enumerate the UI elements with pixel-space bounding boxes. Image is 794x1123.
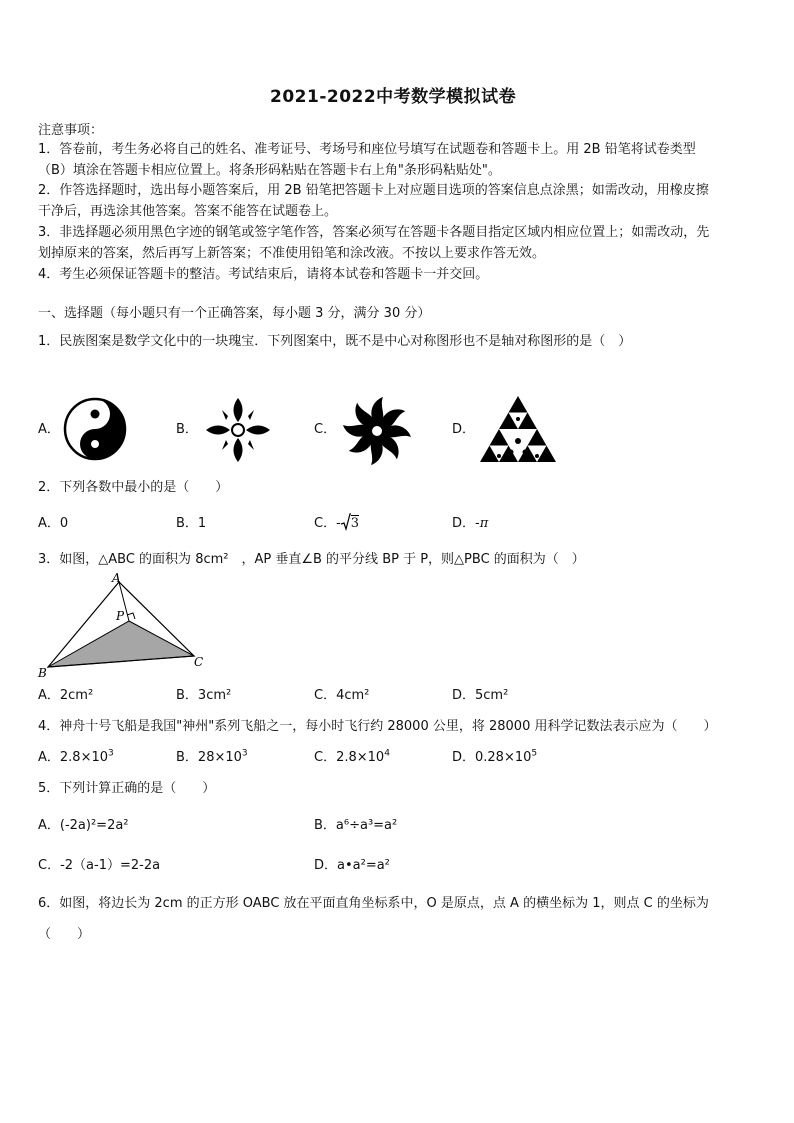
q4-option-b [176, 749, 248, 767]
question-6-answer-paren: （ ） [38, 927, 91, 942]
q2-option-c-radicand: 3 [350, 516, 360, 531]
q4-option-c-exponent: 4 [384, 748, 390, 759]
q3-option-b: B．3cm² [176, 688, 232, 703]
q4-option-a-exponent: 3 [108, 748, 114, 759]
flower-cross-pattern [202, 394, 274, 466]
notice-line: 划掉原来的答案，然后再写上新答案；不准使用铅笔和涂改液。不按以上要求作答无效。 [38, 246, 546, 261]
q4-option-d-base: D．0.28×10 [452, 750, 532, 765]
q4-option-a-base: A．2.8×10 [38, 750, 109, 765]
question-2-stem: 2．下列各数中最小的是（ ） [38, 480, 229, 495]
point-p-label: P [116, 609, 125, 623]
q1-option-a-label: A． [38, 422, 60, 437]
triangle-abc-figure [36, 570, 216, 682]
question-3-stem: 3．如图，△ABC 的面积为 8cm² ，AP 垂直∠B 的平分线 BP 于 P，则△PBC 的面积为（ ） [38, 552, 585, 567]
page-title: 2021-2022中考数学模拟试卷 [270, 87, 517, 107]
q2-option-d [452, 515, 488, 533]
q2-option-d-pi: π [479, 516, 489, 531]
question-5-stem: 5．下列计算正确的是（ ） [38, 781, 216, 796]
question-6-stem: 6．如图，将边长为 2cm 的正方形 OABC 放在平面直角坐标系中，O 是原点，点 A 的横坐标为 1，则点 C 的坐标为 [38, 896, 709, 911]
notice-line: （B）填涂在答题卡相应位置上。将条形码粘贴在答题卡右上角"条形码粘贴处"。 [38, 163, 501, 178]
notice-line: 3．非选择题必须用黑色字迹的钢笔或签字笔作答，答案必须写在答题卡各题目指定区域内相应位置上；如需改动，先 [38, 225, 710, 240]
notice-line: 干净后，再选涂其他答案。答案不能答在试题卷上。 [38, 204, 338, 219]
q1-option-c-label: C． [314, 422, 337, 437]
q4-option-c [314, 749, 390, 767]
point-b-label: B [38, 666, 47, 680]
q2-option-c [314, 513, 359, 533]
notice-line: 4．考生必须保证答题卡的整洁。考试结束后，请将本试卷和答题卡一并交回。 [38, 267, 489, 282]
q2-option-b: B．1 [176, 516, 207, 531]
radical-sign-icon [341, 513, 351, 531]
q1-option-d-label: D． [452, 422, 476, 437]
q4-option-c-base: C．2.8×10 [314, 750, 385, 765]
q5-option-c: C．-2（a-1）=2-2a [38, 858, 161, 873]
pinwheel-pattern [340, 394, 414, 468]
sierpinski-triangle-pattern [478, 394, 558, 464]
q3-option-a: A．2cm² [38, 688, 94, 703]
point-a-label: A [112, 571, 121, 585]
notice-line: 2．作答选择题时，选出每小题答案后，用 2B 铅笔把答题卡上对应题目选项的答案信息点涂黑；如需改动，用橡皮擦 [38, 183, 709, 198]
q4-option-d-exponent: 5 [531, 748, 538, 759]
q5-option-b: B．a⁶÷a³=a² [314, 818, 398, 833]
question-1-stem: 1．民族图案是数学文化中的一块瑰宝．下列图案中，既不是中心对称图形也不是轴对称图形的是（ ） [38, 334, 632, 349]
q3-option-d: D．5cm² [452, 688, 509, 703]
q2-option-a: A．0 [38, 516, 69, 531]
q2-option-c-prefix: C．- [314, 516, 341, 531]
q5-option-a: A．(-2a)²=2a² [38, 818, 129, 833]
q4-option-d [452, 749, 537, 767]
q1-option-b-label: B． [176, 422, 198, 437]
q4-option-b-base: B．28×10 [176, 750, 242, 765]
taiji-pattern [62, 396, 128, 462]
notice-line: 1．答卷前，考生务必将自己的姓名、准考证号、考场号和座位号填写在试题卷和答题卡上。用 2B 铅笔将试卷类型 [38, 142, 696, 157]
q3-option-c: C．4cm² [314, 688, 370, 703]
q2-option-d-prefix: D．- [452, 516, 480, 531]
question-4-stem: 4．神舟十号飞船是我国"神州"系列飞船之一，每小时飞行约 28000 公里，将 28000 用科学记数法表示应为（ ） [38, 719, 717, 734]
q4-option-a [38, 749, 114, 767]
q5-option-d: D．a•a²=a² [314, 858, 390, 873]
point-c-label: C [194, 655, 204, 669]
q4-option-b-exponent: 3 [241, 748, 248, 759]
notice-heading: 注意事项： [38, 123, 104, 138]
section-heading: 一、选择题（每小题只有一个正确答案，每小题 3 分，满分 30 分） [38, 306, 431, 321]
